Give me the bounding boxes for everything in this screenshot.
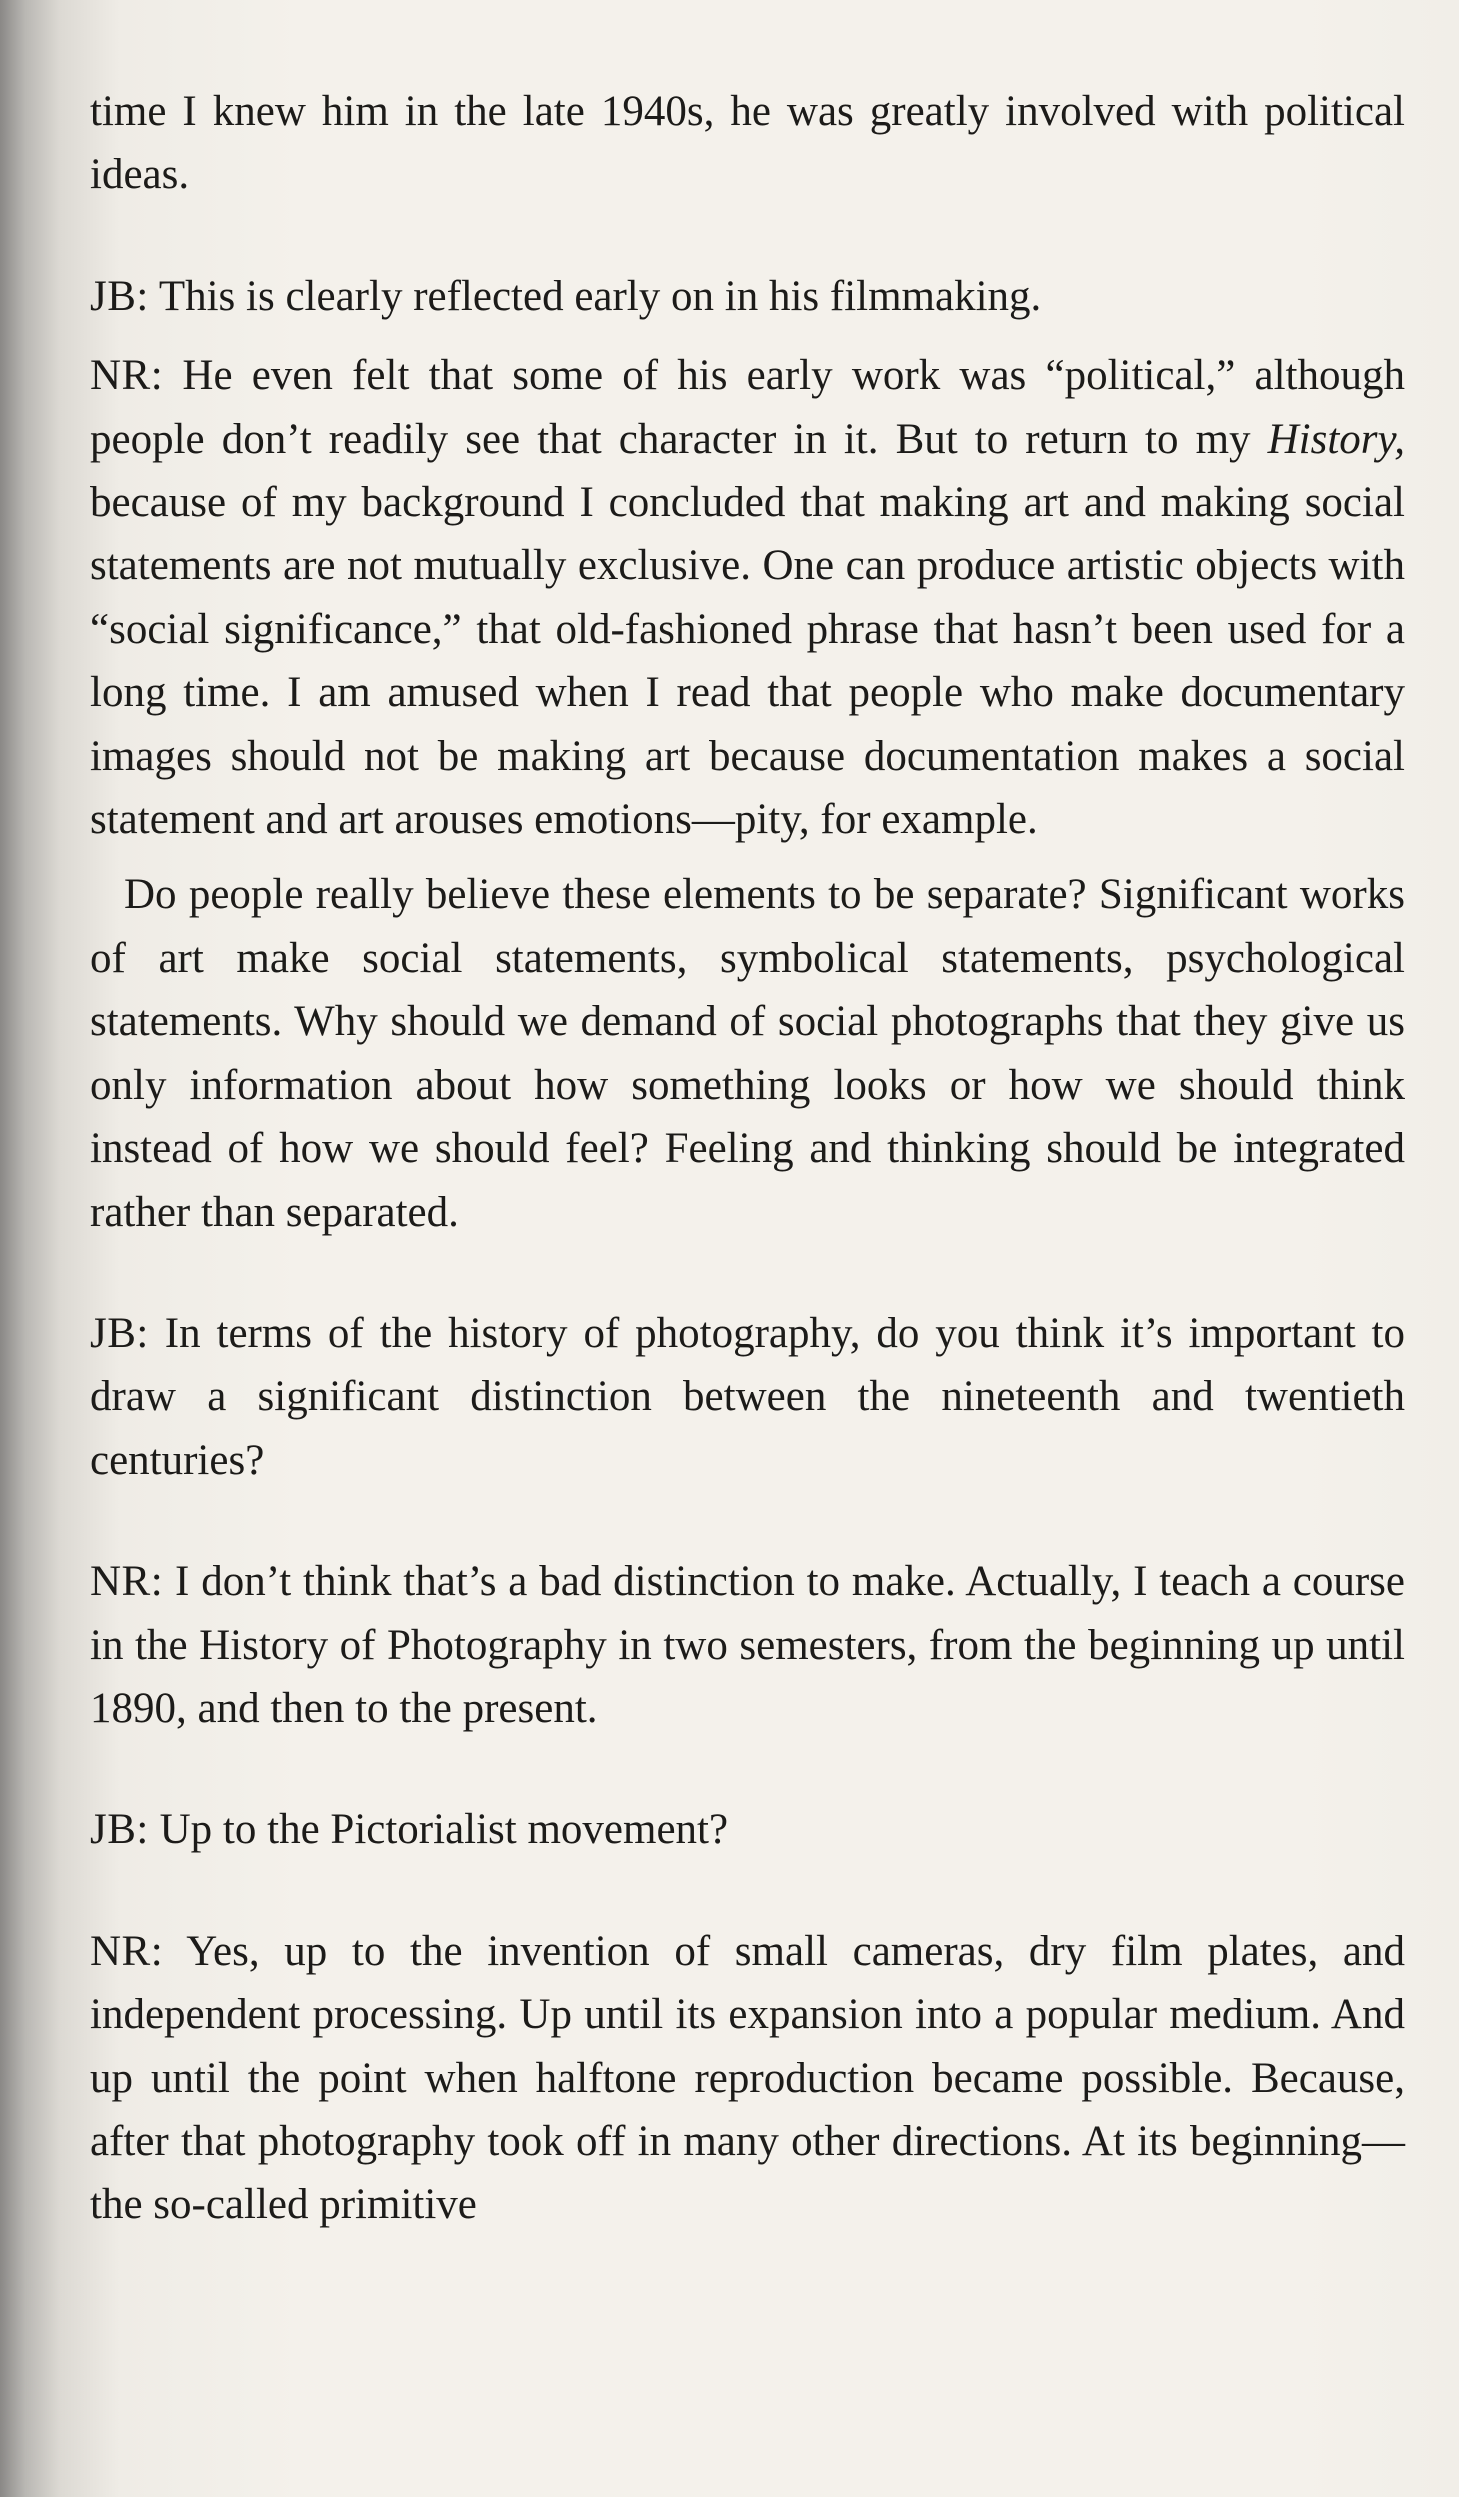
speaker-label: JB: — [90, 1309, 149, 1357]
speaker-label: NR: — [90, 1927, 164, 1975]
paragraph-text: He even felt that some of his early work was “political,” although people don’t readily see that character in it. But to return to my — [90, 352, 1405, 463]
book-title-history: History, — [1267, 415, 1405, 463]
interview-text — [90, 80, 1405, 2237]
paragraph-text: This is clearly reflected early on in his filmmaking. — [148, 272, 1042, 320]
speaker-label: JB: — [90, 1806, 149, 1854]
paragraph-text: Up to the Pictorialist movement? — [148, 1806, 729, 1854]
speaker-label: NR: — [90, 352, 164, 400]
paragraph-text: In terms of the history of photography, do you think it’s important to draw a significant distinction between the nineteenth and twentieth centuries? — [90, 1309, 1405, 1484]
paragraph-nr-3 — [90, 1920, 1405, 2237]
paragraph-text: Do people really believe these elements to be separate? Significant works of art make social statements, symbolical statements, psychological statements. Why should we demand of social photographs that they give us only information about how something looks or how we should think instead of how we should feel? Feeling and thinking should be integrated rather than separated. — [90, 871, 1405, 1236]
paragraph-text: time I knew him in the late 1940s, he was greatly involved with political ideas. — [90, 88, 1405, 199]
speaker-label: NR: — [90, 1558, 164, 1606]
speaker-label: JB: — [90, 272, 149, 320]
paragraph-nr-1-cont — [90, 863, 1405, 1243]
paragraph-jb-2 — [90, 1302, 1405, 1492]
paragraph-nr-2 — [90, 1550, 1405, 1740]
paragraph-continuation — [90, 80, 1405, 207]
paragraph-text: I don’t think that’s a bad distinction to make. Actually, I teach a course in the History of Photography in two semesters, from the beginning up until 1890, and then to the present. — [90, 1558, 1405, 1732]
paragraph-jb-1 — [90, 265, 1405, 328]
paragraph-text-after: because of my background I concluded that making art and making social statements are not mutually exclusive. One can produce artistic objects with “social significance,” that old-fashioned phrase that hasn’t been used for a long time. I am amused when I read that people who make documentary images should not be making art because documentation makes a social statement and art arouses emotions—pity, for example. — [90, 479, 1405, 844]
paragraph-text: Yes, up to the invention of small cameras, dry film plates, and independent processing. Up until its expansion into a popular medium. And up until the point when halftone reproduction became possible. Because, after that photography took off in many other directions. At its beginning—the so-called primitive — [90, 1927, 1405, 2229]
paragraph-jb-3 — [90, 1798, 1405, 1861]
paragraph-nr-1 — [90, 344, 1405, 851]
